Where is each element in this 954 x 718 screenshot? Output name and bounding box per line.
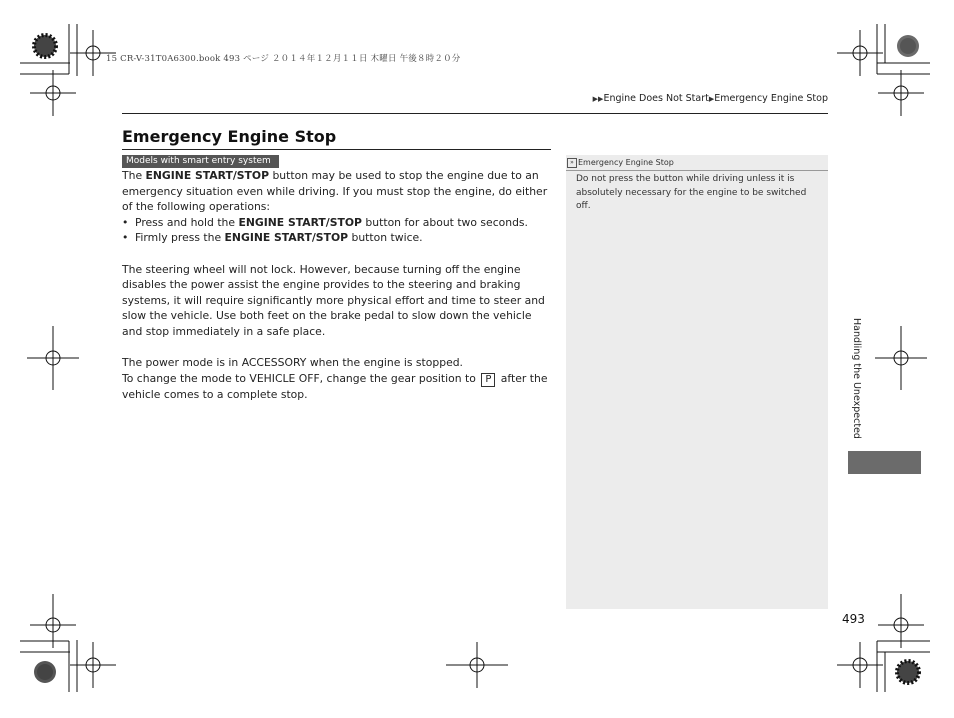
breadcrumb-item[interactable]: Emergency Engine Stop bbox=[714, 93, 828, 104]
registration-mark bbox=[878, 70, 924, 116]
registration-mark bbox=[30, 594, 76, 648]
registration-mark bbox=[878, 594, 924, 648]
sidebar-text: Do not press the button while driving unless it is absolutely necessary for the engine to be switched off. bbox=[576, 174, 807, 211]
registration-mark bbox=[837, 30, 883, 76]
registration-mark bbox=[30, 70, 76, 116]
breadcrumb-item[interactable]: Engine Does Not Start bbox=[603, 93, 709, 104]
registration-mark bbox=[875, 326, 927, 390]
page-number: 493 bbox=[842, 612, 865, 626]
paragraph: The steering wheel will not lock. However, because turning off the engine disables the power assist the engine provides to the steering and braking systems, it will require significantly more physical effort and time to steer and slow the vehicle. Use both feet on the brake pedal to slow down the vehicle and stop immediately in a safe place. bbox=[122, 262, 545, 338]
title-rule bbox=[122, 149, 551, 150]
paragraph: To change the mode to VEHICLE OFF, change the gear position to P after the vehicle comes to a complete stop. bbox=[122, 371, 548, 401]
triangle-icon: ▶ bbox=[708, 95, 715, 103]
gear-key-p: P bbox=[481, 373, 495, 387]
page-title: Emergency Engine Stop bbox=[122, 127, 337, 146]
model-badge: Models with smart entry system bbox=[122, 155, 279, 168]
color-target bbox=[897, 661, 919, 683]
list-item: • Firmly press the ENGINE START/STOP button twice. bbox=[122, 230, 554, 246]
file-info: 15 CR-V-31T0A6300.book 493 ページ ２０１４年１２月１１日 木曜日 午後８時２０分 bbox=[106, 54, 461, 64]
color-target bbox=[897, 35, 919, 57]
section-tab-label: Handling the Unexpected bbox=[851, 318, 862, 439]
main-content bbox=[122, 168, 554, 402]
sidebar-heading: » Emergency Engine Stop bbox=[566, 155, 828, 171]
color-target bbox=[34, 661, 56, 683]
paragraph: The ENGINE START/STOP button may be used to stop the engine due to an emergency situation even while driving. If you must stop the engine, do either of the following operations: bbox=[122, 169, 548, 214]
sidebar-note bbox=[566, 155, 828, 609]
reference-arrow-icon: » bbox=[567, 158, 577, 168]
section-tab[interactable] bbox=[848, 451, 921, 474]
registration-mark bbox=[446, 642, 508, 688]
paragraph: The power mode is in ACCESSORY when the engine is stopped. bbox=[122, 356, 463, 370]
color-target bbox=[34, 35, 56, 57]
breadcrumb bbox=[593, 93, 828, 104]
registration-mark bbox=[837, 642, 883, 688]
header-rule bbox=[122, 113, 828, 114]
double-triangle-icon: ▶▶ bbox=[592, 95, 604, 103]
registration-mark bbox=[27, 326, 79, 390]
list-item: • Press and hold the ENGINE START/STOP button for about two seconds. bbox=[122, 215, 554, 231]
